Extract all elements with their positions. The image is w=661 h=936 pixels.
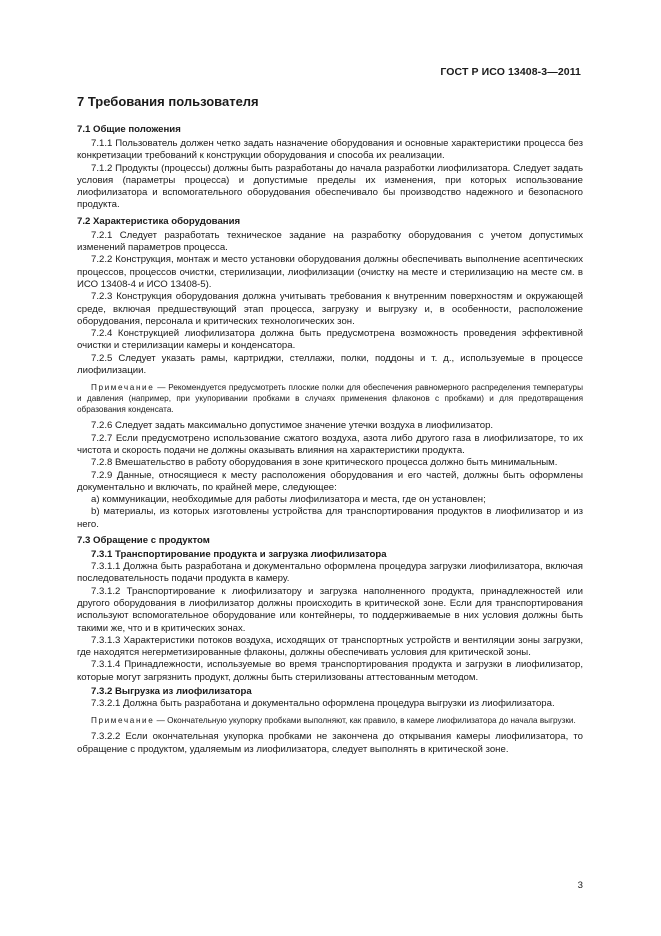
paragraph-7-3-1-2: 7.3.1.2 Транспортирование к лиофилизатору и загрузка наполненного продукта, принадлежностей или другого оборудования в лиофилизатор должны происходить в критической зоне. Если для транспортирования используют вспомогательное оборудование или контейнеры, то поддерживаемые в них условия должны быть такими же, что и в критических зонах. xyxy=(77,585,583,634)
page-number: 3 xyxy=(577,880,583,891)
paragraph-7-1-2: 7.1.2 Продукты (процессы) должны быть разработаны до начала разработки лиофилизатора. Следует задать условия (параметры процесса) и допустимые пределы их изменения, при которых использование лиофилизатора и вспомогательного оборудования обеспечивало бы производство надежного и безопасного продукта. xyxy=(77,162,583,211)
paragraph-7-2-8: 7.2.8 Вмешательство в работу оборудования в зоне критического процесса должно быть минимальным. xyxy=(91,457,558,469)
subsection-7-1-title: 7.1 Общие положения xyxy=(77,124,181,135)
subsection-7-3-1-title: 7.3.1 Транспортирование продукта и загрузка лиофилизатора xyxy=(91,549,387,561)
paragraph-7-2-1: 7.2.1 Следует разработать техническое задание на разработку оборудования с учетом допустимых изменений параметров процесса. xyxy=(77,229,583,254)
paragraph-7-2-9: 7.2.9 Данные, относящиеся к месту расположения оборудования и его частей, должны быть оформлены документально и включать, по крайней мере, следующее: xyxy=(77,469,583,493)
paragraph-7-2-6: 7.2.6 Следует задать максимально допустимое значение утечки воздуха в лиофилизатор. xyxy=(91,420,494,432)
section-title: 7 Требования пользователя xyxy=(77,94,259,109)
paragraph-7-2-2: 7.2.2 Конструкция, монтаж и место установки оборудования должны обеспечивать выполнение асептических процессов, процессов очистки, стерилизации, лиофилизации (очистку на месте и стерилизацию на месте см. в ИСО 13408-4 и ИСО 13408-5). xyxy=(77,254,583,290)
page-content xyxy=(77,94,583,756)
note-label: Примечание xyxy=(91,383,155,393)
note-text: — Окончательную укупорку пробками выполняют, как правило, в камере лиофилизатора до начала выгрузки. xyxy=(154,716,576,726)
note-7-3-2-1 xyxy=(77,715,583,726)
paragraph-7-2-4: 7.2.4 Конструкцией лиофилизатора должна быть предусмотрена возможность проведения эффективной очистки и стерилизации камеры и конденсатора. xyxy=(77,328,583,352)
paragraph-7-3-2-2: 7.3.2.2 Если окончательная укупорка пробками не закончена до открывания камеры лиофилизатора, то обращение с продуктом, удаляемым из лиофилизатора, следует выполнять в критической зоне. xyxy=(77,731,583,755)
note-text: — Рекомендуется предусмотреть плоские полки для обеспечения равномерного распределения температуры и давления (например, при укупоривании пробками в случаях применения флаконов с пробками) и для предотвращения образования конденсата. xyxy=(77,383,583,415)
paragraph-7-2-3: 7.2.3 Конструкция оборудования должна учитывать требования к внутренним поверхностям и окружающей среде, включая предшествующий этап процесса, загрузку и выгрузку и, в особенности, расположение оборудования, персонала и критических технологических зон. xyxy=(77,291,583,327)
paragraph-7-2-5: 7.2.5 Следует указать рамы, картриджи, стеллажи, полки, поддоны и т. д., используемые в процессе лиофилизации. xyxy=(77,352,583,377)
subsection-7-2-title: 7.2 Характеристика оборудования xyxy=(77,215,241,227)
paragraph-7-3-1-4: 7.3.1.4 Принадлежности, используемые во время транспортирования продукта и загрузки в лиофилизатор, которые могут загрязнить продукт, должны быть стерилизованы аттестованным методом. xyxy=(77,659,583,683)
note-label: Примечание xyxy=(91,716,155,726)
note-7-2-5 xyxy=(77,382,583,415)
paragraph-7-3-2-1: 7.3.2.1 Должна быть разработана и документально оформлена процедура выгрузки из лиофилизатора. xyxy=(91,697,555,709)
paragraph-7-3-1-1: 7.3.1.1 Должна быть разработана и документально оформлена процедура загрузки лиофилизатора, включая последовательность подачи продукта в камеру. xyxy=(77,561,583,585)
list-item-b: b) материалы, из которых изготовлены устройства для транспортирования продуктов в лиофилизатор и из него. xyxy=(77,506,583,530)
paragraph-7-1-1: 7.1.1 Пользователь должен четко задать назначение оборудования и основные характеристики процесса без конкретизации требований к конструкции оборудования и способа их реализации. xyxy=(77,138,583,162)
list-item-a: а) коммуникации, необходимые для работы лиофилизатора и места, где он установлен; xyxy=(91,494,486,506)
document-code-header: ГОСТ Р ИСО 13408-3—2011 xyxy=(440,66,581,78)
subsection-7-3-2-title: 7.3.2 Выгрузка из лиофилизатора xyxy=(91,685,252,697)
paragraph-7-3-1-3: 7.3.1.3 Характеристики потоков воздуха, исходящих от транспортных устройств и вентиляции зоны загрузки, где находятся негерметизированные флаконы, должны обеспечивать условия для критической зоны. xyxy=(77,634,583,659)
paragraph-7-2-7: 7.2.7 Если предусмотрено использование сжатого воздуха, азота либо другого газа в лиофилизаторе, то их чистота и скорость подачи не должны оказывать влияния на характеристики продукта. xyxy=(77,432,583,456)
subsection-7-3-title: 7.3 Обращение с продуктом xyxy=(77,535,210,547)
